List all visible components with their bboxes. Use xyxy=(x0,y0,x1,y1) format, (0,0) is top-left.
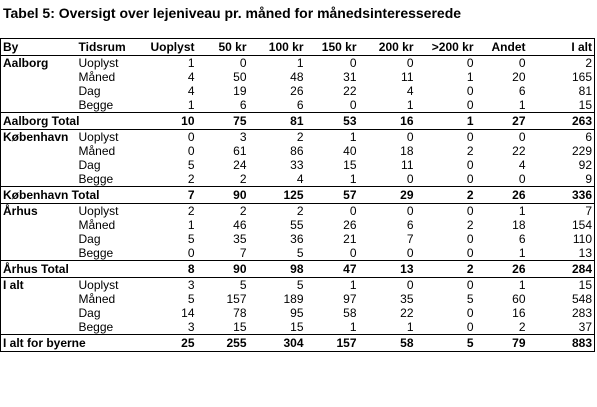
value-cell: 154 xyxy=(528,218,595,232)
total-row xyxy=(1,261,595,278)
value-cell: 1 xyxy=(349,320,357,334)
total-value-cell: 57 xyxy=(306,187,359,204)
value-cell: 58 xyxy=(343,306,357,320)
column-header-uoplyst: Uoplyst xyxy=(135,39,197,56)
grand-total-row xyxy=(1,335,595,352)
total-value-cell: 81 xyxy=(249,113,306,130)
period-cell: Dag xyxy=(78,306,101,320)
column-header-100kr: 100 kr xyxy=(249,39,306,56)
value-cell: 5 xyxy=(187,292,195,306)
value-cell: 2 xyxy=(239,172,247,186)
total-value-cell: 27 xyxy=(476,113,528,130)
value-cell: 5 xyxy=(239,278,247,292)
period-cell: Begge xyxy=(78,246,114,260)
table-row xyxy=(1,56,595,71)
value-cell: 1 xyxy=(187,98,195,112)
value-cell: 3 xyxy=(239,130,247,144)
value-cell: 5 xyxy=(296,246,304,260)
value-cell: 7 xyxy=(239,246,247,260)
value-cell: 0 xyxy=(349,98,357,112)
total-value-cell: 47 xyxy=(306,261,359,278)
value-cell: 2 xyxy=(187,172,195,186)
column-header-200kr: 200 kr xyxy=(359,39,416,56)
table-row xyxy=(1,98,595,113)
value-cell: 0 xyxy=(349,246,357,260)
total-value-cell: 2 xyxy=(416,187,476,204)
grand-total-value-cell: 255 xyxy=(197,335,249,352)
total-value-cell: 336 xyxy=(528,187,595,204)
column-header-150kr: 150 kr xyxy=(306,39,359,56)
value-cell: 1 xyxy=(187,218,195,232)
city-cell xyxy=(1,98,77,113)
value-cell: 4 xyxy=(187,70,195,84)
value-cell: 26 xyxy=(343,218,357,232)
value-cell: 0 xyxy=(187,246,195,260)
value-cell: 11 xyxy=(401,70,414,84)
table-row xyxy=(1,84,595,98)
value-cell: 48 xyxy=(290,70,304,84)
value-cell: 0 xyxy=(466,172,474,186)
value-cell: 19 xyxy=(233,84,247,98)
value-cell: 0 xyxy=(406,130,414,144)
value-cell: 78 xyxy=(233,306,247,320)
city-cell xyxy=(1,306,77,320)
value-cell: 35 xyxy=(400,292,414,306)
value-cell: 1 xyxy=(349,130,357,144)
value-cell: 1 xyxy=(349,278,357,292)
value-cell: 0 xyxy=(466,278,474,292)
value-cell: 46 xyxy=(233,218,247,232)
value-cell: 2 xyxy=(528,56,595,71)
value-cell: 0 xyxy=(466,232,474,246)
value-cell: 35 xyxy=(233,232,247,246)
value-cell: 4 xyxy=(187,84,195,98)
value-cell: 6 xyxy=(296,98,304,112)
value-cell: 15 xyxy=(290,320,304,334)
value-cell: 1 xyxy=(466,70,474,84)
city-cell: Århus xyxy=(1,204,77,219)
value-cell: 0 xyxy=(406,246,414,260)
city-cell xyxy=(1,232,77,246)
value-cell: 0 xyxy=(518,56,526,70)
table-row xyxy=(1,172,595,187)
value-cell: 2 xyxy=(466,144,474,158)
value-cell: 7 xyxy=(406,232,414,246)
period-cell: Måned xyxy=(78,70,116,84)
value-cell: 0 xyxy=(466,56,474,70)
value-cell: 7 xyxy=(528,204,595,219)
total-value-cell: 13 xyxy=(359,261,416,278)
value-cell: 6 xyxy=(518,232,526,246)
value-cell: 1 xyxy=(518,98,526,112)
total-value-cell: 284 xyxy=(528,261,595,278)
value-cell: 4 xyxy=(406,84,414,98)
value-cell: 22 xyxy=(512,144,526,158)
value-cell: 229 xyxy=(528,144,595,158)
value-cell: 110 xyxy=(528,232,595,246)
total-value-cell: 8 xyxy=(135,261,197,278)
table-row xyxy=(1,306,595,320)
period-cell: Måned xyxy=(78,292,116,306)
table-row xyxy=(1,278,595,293)
total-label: Aalborg Total xyxy=(1,113,135,130)
value-cell: 24 xyxy=(233,158,247,172)
column-header-andet: Andet xyxy=(476,39,528,56)
table-row xyxy=(1,204,595,219)
city-cell xyxy=(1,158,77,172)
table-row xyxy=(1,70,595,84)
value-cell: 2 xyxy=(187,204,195,218)
value-cell: 0 xyxy=(466,204,474,218)
table-row xyxy=(1,320,595,335)
period-cell: Måned xyxy=(78,218,116,232)
grand-total-value-cell: 58 xyxy=(359,335,416,352)
grand-total-label: I alt for byerne xyxy=(1,335,135,352)
column-header-50kr: 50 kr xyxy=(197,39,249,56)
value-cell: 0 xyxy=(406,204,414,218)
value-cell: 26 xyxy=(290,84,304,98)
page-title: Tabel 5: Oversigt over lejeniveau pr. måned for månedsinteresserede xyxy=(3,5,462,21)
total-value-cell: 26 xyxy=(476,187,528,204)
value-cell: 15 xyxy=(528,98,595,113)
grand-total-value-cell: 25 xyxy=(135,335,197,352)
value-cell: 1 xyxy=(187,56,195,70)
total-value-cell: 26 xyxy=(476,261,528,278)
value-cell: 36 xyxy=(290,232,304,246)
value-cell: 20 xyxy=(512,70,526,84)
total-value-cell: 75 xyxy=(197,113,249,130)
value-cell: 2 xyxy=(466,218,474,232)
column-header-i-alt: I alt xyxy=(528,39,595,56)
value-cell: 31 xyxy=(343,70,357,84)
value-cell: 0 xyxy=(406,278,414,292)
table-row xyxy=(1,246,595,261)
value-cell: 37 xyxy=(528,320,595,335)
grand-total-value-cell: 157 xyxy=(306,335,359,352)
value-cell: 0 xyxy=(406,56,414,70)
value-cell: 5 xyxy=(296,278,304,292)
period-cell: Uoplyst xyxy=(78,56,119,70)
value-cell: 2 xyxy=(296,204,304,218)
value-cell: 18 xyxy=(512,218,526,232)
value-cell: 1 xyxy=(349,172,357,186)
period-cell: Uoplyst xyxy=(78,278,119,292)
grand-total-value-cell: 79 xyxy=(476,335,528,352)
value-cell: 1 xyxy=(296,56,304,70)
value-cell: 86 xyxy=(290,144,304,158)
value-cell: 283 xyxy=(528,306,595,320)
total-value-cell: 10 xyxy=(135,113,197,130)
value-cell: 6 xyxy=(239,98,247,112)
value-cell: 13 xyxy=(528,246,595,261)
value-cell: 6 xyxy=(528,130,595,145)
rent-level-table xyxy=(0,38,595,352)
column-header-by: By xyxy=(1,39,77,56)
city-cell xyxy=(1,70,77,84)
value-cell: 2 xyxy=(296,130,304,144)
value-cell: 2 xyxy=(518,320,526,334)
city-cell xyxy=(1,246,77,261)
value-cell: 21 xyxy=(343,232,357,246)
table-row xyxy=(1,144,595,158)
grand-total-value-cell: 304 xyxy=(249,335,306,352)
total-value-cell: 16 xyxy=(359,113,416,130)
value-cell: 18 xyxy=(400,144,414,158)
value-cell: 15 xyxy=(343,158,357,172)
value-cell: 1 xyxy=(518,246,526,260)
value-cell: 1 xyxy=(406,320,414,334)
value-cell: 157 xyxy=(226,292,247,306)
value-cell: 55 xyxy=(290,218,304,232)
total-value-cell: 90 xyxy=(197,187,249,204)
value-cell: 548 xyxy=(528,292,595,306)
value-cell: 60 xyxy=(512,292,526,306)
total-value-cell: 263 xyxy=(528,113,595,130)
total-value-cell: 29 xyxy=(359,187,416,204)
table-row xyxy=(1,232,595,246)
value-cell: 0 xyxy=(239,56,247,70)
value-cell: 0 xyxy=(466,246,474,260)
grand-total-value-cell: 5 xyxy=(416,335,476,352)
city-cell: Aalborg xyxy=(1,56,77,71)
value-cell: 92 xyxy=(528,158,595,172)
value-cell: 6 xyxy=(406,218,414,232)
city-cell xyxy=(1,218,77,232)
value-cell: 165 xyxy=(528,70,595,84)
table-row xyxy=(1,130,595,145)
period-cell: Begge xyxy=(78,98,114,112)
value-cell: 22 xyxy=(343,84,357,98)
value-cell: 5 xyxy=(187,232,195,246)
column-header-over-200kr: >200 kr xyxy=(416,39,476,56)
value-cell: 0 xyxy=(187,144,195,158)
value-cell: 0 xyxy=(187,130,195,144)
city-cell xyxy=(1,84,77,98)
table-body xyxy=(1,56,595,352)
period-cell: Uoplyst xyxy=(78,204,119,218)
value-cell: 0 xyxy=(466,130,474,144)
value-cell: 95 xyxy=(290,306,304,320)
table-row xyxy=(1,292,595,306)
city-cell: København xyxy=(1,130,77,145)
value-cell: 4 xyxy=(518,158,526,172)
value-cell: 11 xyxy=(401,158,414,172)
value-cell: 0 xyxy=(518,130,526,144)
value-cell: 1 xyxy=(518,204,526,218)
value-cell: 0 xyxy=(466,158,474,172)
value-cell: 61 xyxy=(233,144,247,158)
value-cell: 81 xyxy=(528,84,595,98)
value-cell: 0 xyxy=(466,320,474,334)
period-cell: Dag xyxy=(78,158,101,172)
value-cell: 50 xyxy=(233,70,247,84)
value-cell: 15 xyxy=(528,278,595,293)
value-cell: 2 xyxy=(239,204,247,218)
column-header-tidsrum: Tidsrum xyxy=(77,39,135,56)
period-cell: Begge xyxy=(78,172,114,186)
city-cell: I alt xyxy=(1,278,77,293)
value-cell: 1 xyxy=(518,278,526,292)
value-cell: 33 xyxy=(290,158,304,172)
table-row xyxy=(1,218,595,232)
total-value-cell: 1 xyxy=(416,113,476,130)
header-row xyxy=(1,39,595,56)
total-label: København Total xyxy=(1,187,135,204)
total-value-cell: 7 xyxy=(135,187,197,204)
value-cell: 189 xyxy=(283,292,304,306)
value-cell: 14 xyxy=(181,306,195,320)
total-row xyxy=(1,187,595,204)
value-cell: 15 xyxy=(233,320,247,334)
grand-total-value-cell: 883 xyxy=(528,335,595,352)
value-cell: 40 xyxy=(343,144,357,158)
value-cell: 1 xyxy=(406,98,414,112)
value-cell: 5 xyxy=(466,292,474,306)
value-cell: 0 xyxy=(349,56,357,70)
total-value-cell: 2 xyxy=(416,261,476,278)
total-value-cell: 98 xyxy=(249,261,306,278)
period-cell: Begge xyxy=(78,320,114,334)
value-cell: 16 xyxy=(512,306,526,320)
value-cell: 6 xyxy=(518,84,526,98)
value-cell: 97 xyxy=(343,292,357,306)
value-cell: 9 xyxy=(528,172,595,187)
city-cell xyxy=(1,172,77,187)
total-label: Århus Total xyxy=(1,261,135,278)
total-value-cell: 53 xyxy=(306,113,359,130)
period-cell: Måned xyxy=(78,144,116,158)
value-cell: 5 xyxy=(187,158,195,172)
value-cell: 0 xyxy=(466,98,474,112)
value-cell: 0 xyxy=(349,204,357,218)
table-row xyxy=(1,158,595,172)
value-cell: 0 xyxy=(466,306,474,320)
period-cell: Dag xyxy=(78,232,101,246)
total-value-cell: 125 xyxy=(249,187,306,204)
value-cell: 3 xyxy=(187,278,195,292)
city-cell xyxy=(1,292,77,306)
city-cell xyxy=(1,320,77,335)
value-cell: 3 xyxy=(187,320,195,334)
value-cell: 22 xyxy=(400,306,414,320)
value-cell: 0 xyxy=(518,172,526,186)
value-cell: 0 xyxy=(466,84,474,98)
period-cell: Dag xyxy=(78,84,101,98)
total-value-cell: 90 xyxy=(197,261,249,278)
value-cell: 0 xyxy=(406,172,414,186)
total-row xyxy=(1,113,595,130)
period-cell: Uoplyst xyxy=(78,130,119,144)
value-cell: 4 xyxy=(296,172,304,186)
city-cell xyxy=(1,144,77,158)
